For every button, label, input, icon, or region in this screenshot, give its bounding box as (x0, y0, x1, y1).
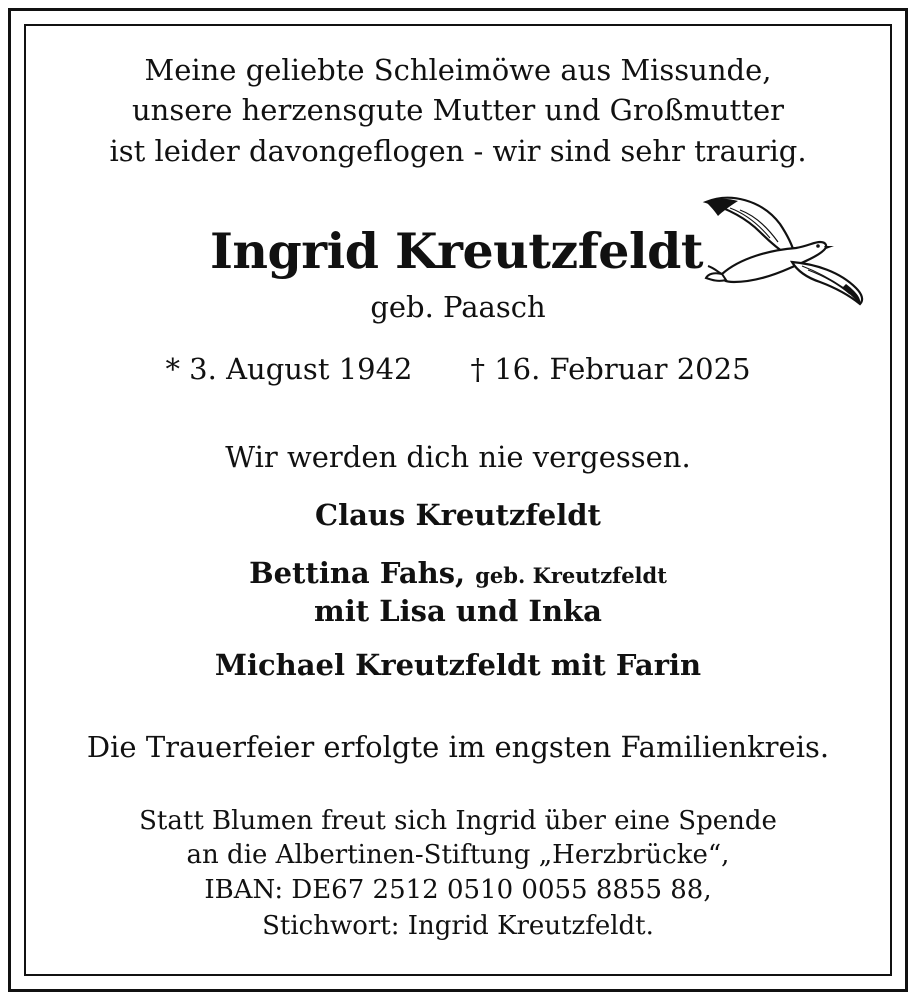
family-member-1: Claus Kreutzfeldt (315, 498, 601, 532)
donation-line-1: Statt Blumen freut sich Ingrid über eine Spende (139, 806, 777, 836)
birth-date: * 3. August 1942 (165, 352, 413, 386)
family-member-2 (0, 556, 916, 590)
family-member-2-name: Bettina Fahs, (249, 556, 466, 590)
intro-line-1: Meine geliebte Schleimöwe aus Missunde, (144, 53, 772, 87)
life-dates (0, 352, 916, 386)
family-member-4: Michael Kreutzfeldt mit Farin (214, 648, 702, 682)
family-member-3: mit Lisa und Inka (314, 594, 602, 628)
donation-keyword: Stichwort: Ingrid Kreutzfeldt. (262, 911, 654, 941)
donation-iban: IBAN: DE67 2512 0510 0055 8855 88, (204, 875, 712, 905)
family-member-2-nee: geb. Kreutzfeldt (475, 563, 667, 588)
intro-line-3: ist leider davongeflogen - wir sind sehr traurig. (109, 134, 807, 168)
maiden-name: geb. Paasch (370, 290, 546, 324)
intro-line-2: unsere herzensgute Mutter und Großmutter (131, 93, 785, 127)
farewell-verse: Wir werden dich nie vergessen. (225, 440, 691, 474)
deceased-name: Ingrid Kreutzfeldt (210, 222, 703, 280)
death-date: † 16. Februar 2025 (470, 352, 751, 386)
donation-line-2: an die Albertinen-Stiftung „Herzbrücke“, (186, 840, 730, 870)
funeral-notice: Die Trauerfeier erfolgte im engsten Familienkreis. (86, 730, 830, 764)
